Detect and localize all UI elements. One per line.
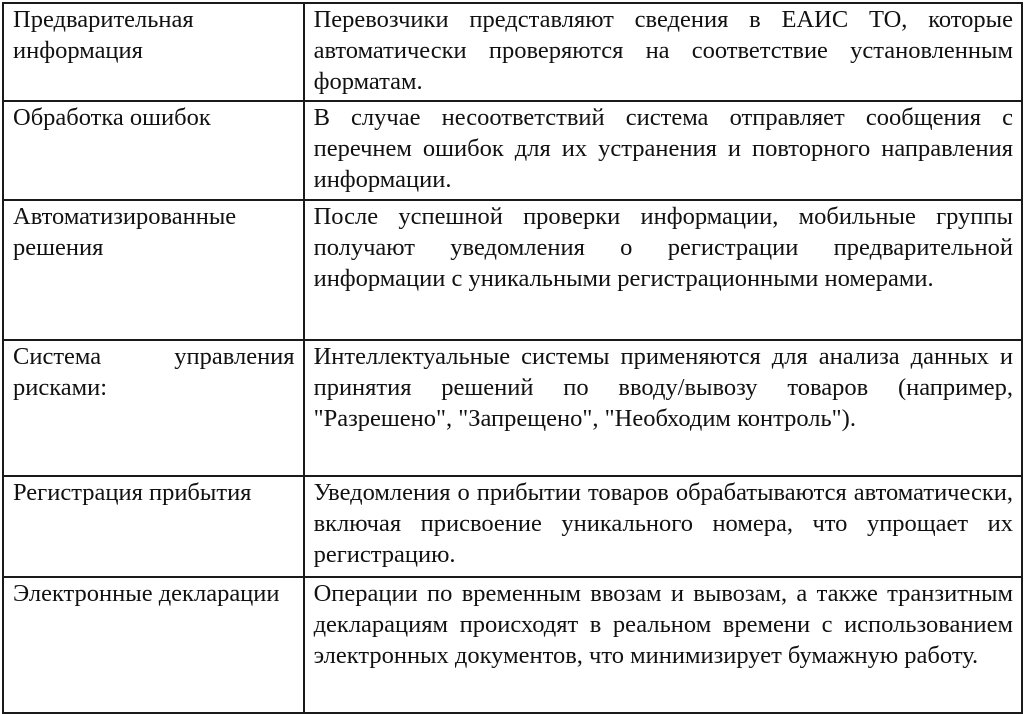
table-row [3, 101, 1022, 199]
row-term: Автоматизированные решения [3, 200, 304, 340]
process-table [2, 2, 1023, 714]
table-row [3, 340, 1022, 476]
row-term: Регистрация прибытия [3, 476, 304, 576]
row-description: После успешной проверки информации, мобильные группы получают уведомления о регистрации предварительной информации с уникальными регистрационными номерами. [304, 200, 1022, 340]
row-term: Система управления рисками: [3, 340, 304, 476]
table-row [3, 476, 1022, 576]
row-description: В случае несоответствий система отправляет сообщения с перечнем ошибок для их устранения и повторного направления информации. [304, 101, 1022, 199]
table-row [3, 200, 1022, 340]
table-row [3, 577, 1022, 713]
table-row [3, 3, 1022, 101]
row-description: Уведомления о прибытии товаров обрабатываются автоматически, включая присвоение уникального номера, что упрощает их регистрацию. [304, 476, 1022, 576]
row-description: Перевозчики представляют сведения в ЕАИС ТО, которые автоматически проверяются на соответствие установленным форматам. [304, 3, 1022, 101]
row-term: Электронные декларации [3, 577, 304, 713]
row-description: Интеллектуальные системы применяются для анализа данных и принятия решений по вводу/вывозу товаров (например, "Разрешено", "Запрещено", "Необходим контроль"). [304, 340, 1022, 476]
row-term: Обработка ошибок [3, 101, 304, 199]
row-term: Предварительная информация [3, 3, 304, 101]
row-description: Операции по временным ввозам и вывозам, а также транзитным декларациям происходят в реальном времени с использованием электронных документов, что минимизирует бумажную работу. [304, 577, 1022, 713]
